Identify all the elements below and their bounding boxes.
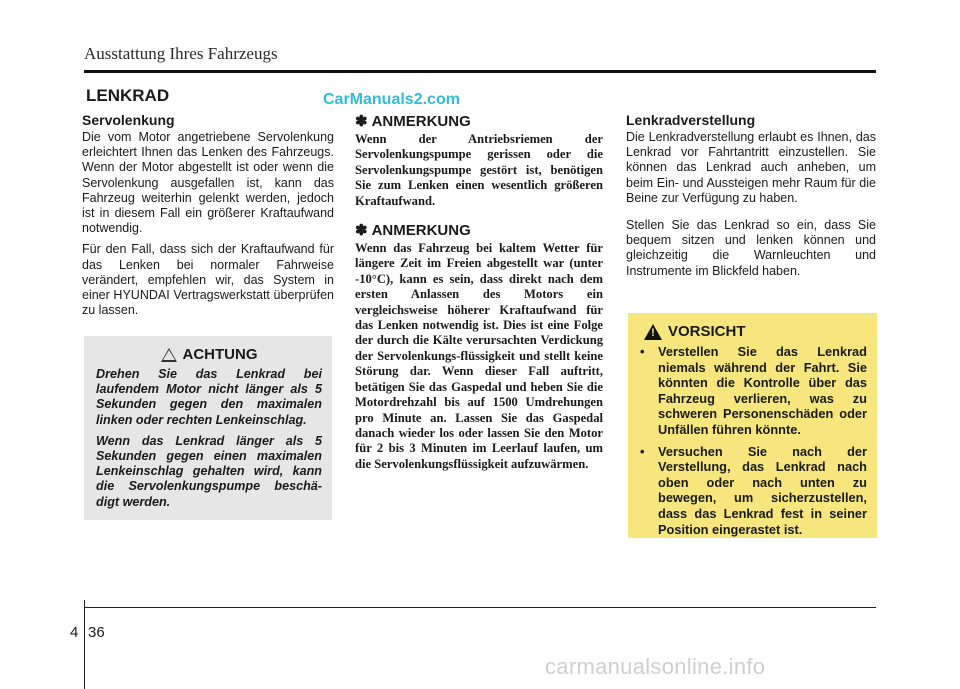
- running-header: Ausstattung Ihres Fahrzeugs: [84, 44, 278, 63]
- footer-divider-vertical: [84, 600, 85, 689]
- heading-servolenkung: Servolenkung: [82, 112, 175, 128]
- vorsicht-title: VORSICHT: [668, 323, 746, 340]
- watermark-bottom: carmanualsonline.info: [545, 654, 766, 679]
- header-rule: [84, 70, 876, 73]
- warning-icon: !: [644, 324, 662, 340]
- note-header: [355, 221, 603, 239]
- section-title: LENKRAD: [86, 86, 170, 105]
- achtung-paragraph: Drehen Sie das Lenkrad bei laufendem Motor nicht länger als 5 Sekunden gegen den maximalen linken oder rechten Lenkeinschlag.: [96, 367, 322, 427]
- warning-icon: [161, 348, 177, 362]
- heading-lenkradverstellung: Lenkradverstellung: [626, 112, 756, 128]
- paragraph: Stellen Sie das Lenkrad so ein, dass Sie bequem sitzen und lenken können und gleichzeitig die Warnleuchten und Instrumente im Blickfeld haben.: [626, 218, 876, 278]
- column-left: [82, 112, 334, 324]
- note-title: ANMERKUNG: [371, 112, 471, 130]
- achtung-header: [96, 346, 322, 363]
- vorsicht-header: [638, 323, 867, 340]
- achtung-title: ACHTUNG: [182, 346, 258, 363]
- vorsicht-box: [628, 313, 877, 538]
- watermark-top: CarManuals2.com: [323, 91, 460, 108]
- column-middle: [355, 112, 603, 484]
- vorsicht-list: [638, 344, 867, 537]
- column-right: [626, 112, 876, 285]
- achtung-box: [84, 336, 332, 520]
- paragraph: Die Lenkradverstellung erlaubt es Ihnen, das Lenkrad vor Fahrtantritt einzustellen. Sie können das Lenkrad auch anheben, um beim Ein- und Aussteigen mehr Raum für die Beine zur Verfügung zu haben.: [626, 130, 876, 205]
- achtung-paragraph: Wenn das Lenkrad länger als 5 Sekunden gegen einen maximalen Lenkeinschlag gehalten wird, kann die Servolenkungspumpe beschä-digt werden.: [96, 433, 322, 509]
- page-number: 36: [88, 624, 105, 641]
- list-item: • Verstellen Sie das Lenkrad niemals während der Fahrt. Sie könnten die Kontrolle über das Fahrzeug verlieren, was zu schweren Personenschäden oder Unfällen führen könnte.: [638, 344, 867, 438]
- note-text: Wenn der Antriebsriemen der Servolenkungspumpe gerissen oder die Servolenkungspumpe gestört ist, benötigen Sie zum Lenken einen wesentlich größeren Kraftaufwand.: [355, 132, 603, 208]
- note-header: [355, 112, 603, 130]
- asterisk-icon: ✽: [355, 113, 368, 130]
- note-title: ANMERKUNG: [371, 221, 471, 239]
- asterisk-icon: ✽: [355, 222, 368, 240]
- paragraph: Die vom Motor angetriebene Servolenkung erleichtert Ihnen das Lenken des Fahrzeugs. Wenn der Motor abgestellt ist oder wenn die Servolenkung ausgefallen ist, kann das Fahrzeug weiterhin gelenkt werden, jedoch ist in diesem Fall ein größerer Kraftaufwand notwendig.: [82, 130, 334, 236]
- chapter-number: 4: [70, 624, 79, 641]
- list-item: • Versuchen Sie nach der Verstellung, das Lenkrad nach oben oder nach unten zu bewegen, um sicherzustellen, dass das Lenkrad fest in seiner Position eingerastet ist.: [638, 444, 867, 538]
- paragraph: Für den Fall, dass sich der Kraftaufwand für das Lenken bei normaler Fahrweise verändert, empfehlen wir, das System in einer HYUNDAI Vertragswerkstatt überprüfen zu lassen.: [82, 242, 334, 318]
- note-text: Wenn das Fahrzeug bei kaltem Wetter für längere Zeit im Freien abgestellt war (unter -10°C), kann es sein, dass direkt nach dem ersten Anlassen des Motors ein vergleichsweise höherer Kraftaufwand für das Lenken notwendig ist. Dies ist eine Folge der durch die Kälte verursachten Verdickung der Servolenkungs-flüssigkeit und stellt keine Störung dar. Wenn dieser Fall auftritt, betätigen Sie das Gaspedal und heben Sie die Motordrehzahl bis auf 1500 Umdrehungen pro Minute an. Lassen Sie das Gaspedal danach wieder los oder lassen Sie den Motor für 2 bis 3 Minuten im Leerlauf laufen, um die Servolenkungsflüssigkeit aufzuwärmen.: [355, 241, 603, 471]
- footer-divider-horizontal: [84, 607, 876, 608]
